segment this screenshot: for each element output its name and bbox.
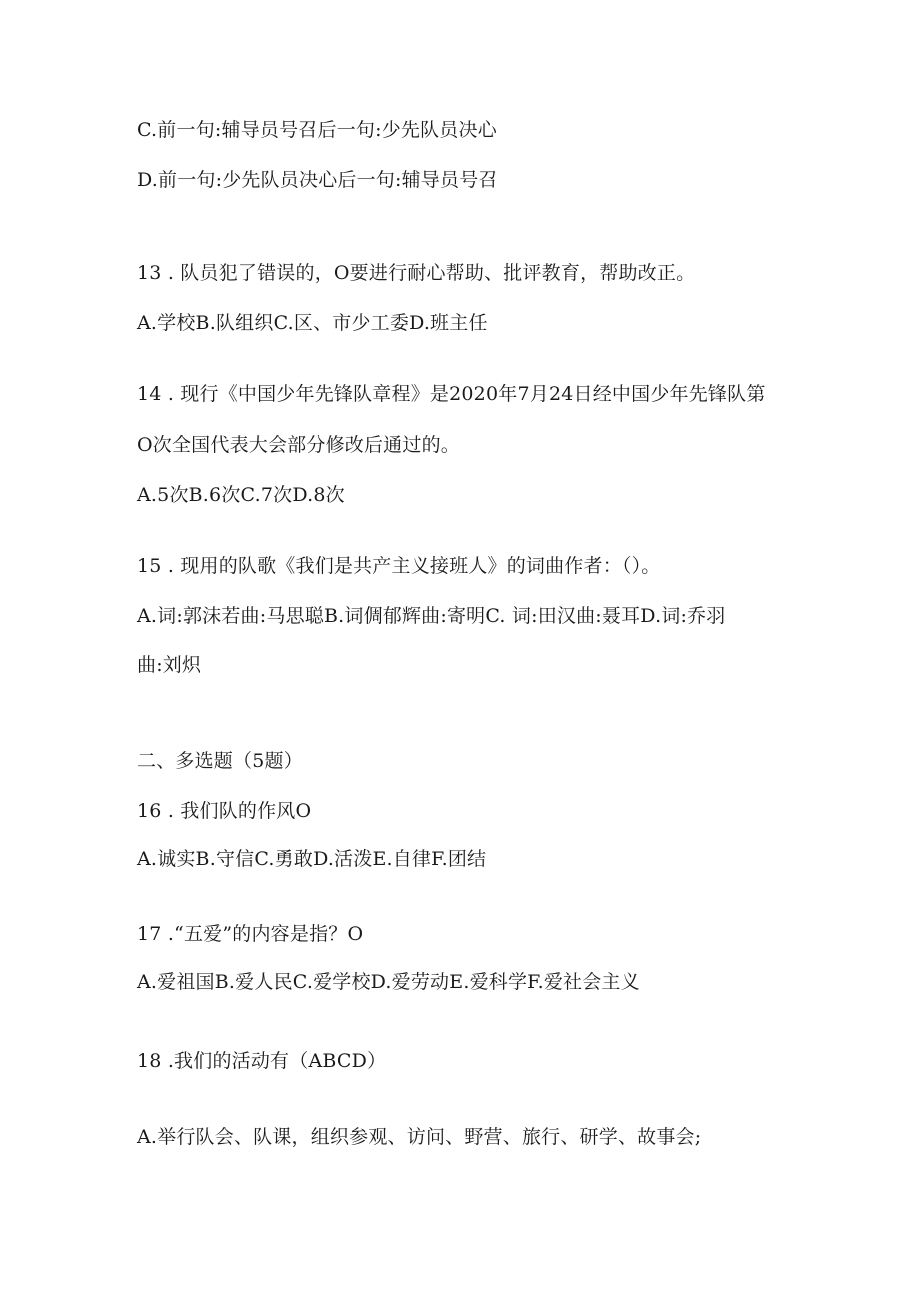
option-d-q12: D.前一句:少先队员决心后一句:辅导员号召 (137, 169, 498, 191)
question-17: 17 .“五爱”的内容是指？O (137, 923, 364, 945)
options-q17: A.爱祖国B.爱人民C.爱学校D.爱劳动E.爱科学F.爱社会主义 (137, 971, 640, 993)
options-q16: A.诚实B.守信C.勇敢D.活泼E.自律F.团结 (137, 848, 487, 870)
options-q14: A.5次B.6次C.7次D.8次 (137, 484, 345, 506)
options-q13: A.学校B.队组织C.区、市少工委D.班主任 (137, 312, 488, 334)
options-q15-line-2: 曲:刘炽 (137, 654, 202, 676)
question-16: 16 . 我们队的作风O (137, 800, 312, 822)
section-heading-multiple-choice: 二、多选题（5题） (137, 750, 303, 772)
options-q18-a: A.举行队会、队课，组织参观、访问、野营、旅行、研学、故事会; (137, 1126, 702, 1148)
question-15: 15 . 现用的队歌《我们是共产主义接班人》的词曲作者：（）。 (137, 555, 661, 577)
question-14-line-2: O次全国代表大会部分修改后通过的。 (137, 434, 460, 456)
option-c-q12: C.前一句:辅导员号召后一句:少先队员决心 (137, 119, 497, 141)
question-13: 13 . 队员犯了错误的，O要进行耐心帮助、批评教育，帮助改正。 (137, 262, 696, 284)
options-q15-line-1: A.词:郭沫若曲:马思聪B.词倜郁辉曲:寄明C. 词:田汉曲:聂耳D.词:乔羽 (137, 605, 726, 627)
question-14-line-1: 14 . 现行《中国少年先锋队章程》是2020年7月24日经中国少年先锋队第 (137, 383, 766, 405)
question-18: 18 .我们的活动有（ABCD） (137, 1050, 387, 1072)
